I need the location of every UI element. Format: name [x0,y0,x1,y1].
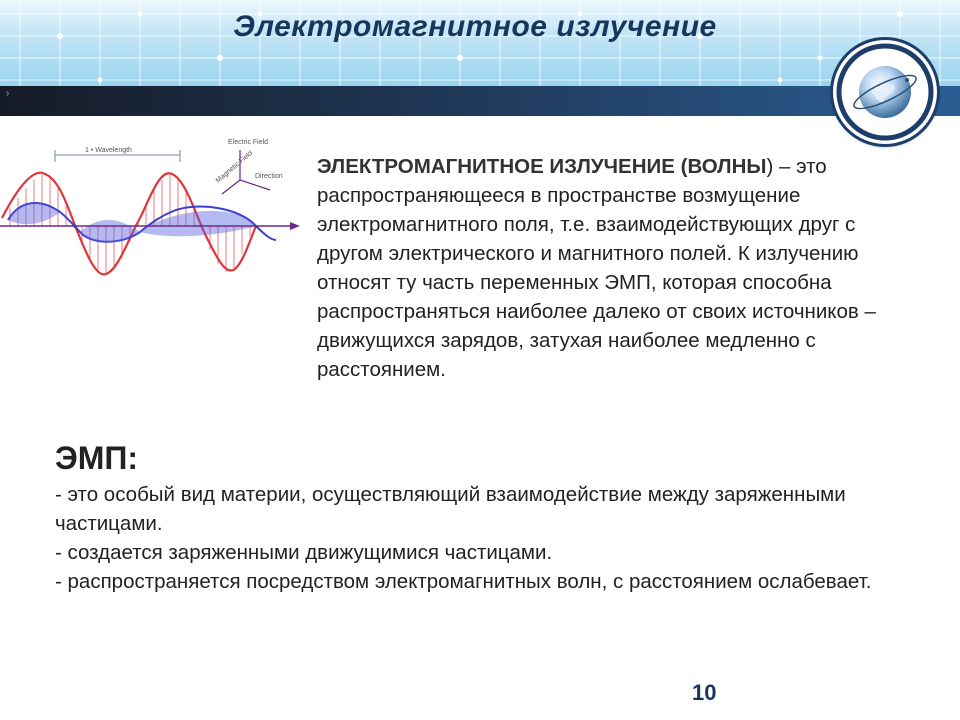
slide-header [0,0,960,86]
globe-icon [833,40,937,144]
emp-point: - создается заряженными движущимися частицами. [55,541,553,564]
emp-point: - распространяется посредством электромагнитных волн, с расстоянием ослабевает. [55,570,872,593]
direction-label: Direction [255,173,283,180]
definition-term: ЭЛЕКТРОМАГНИТНОЕ ИЗЛУЧЕНИЕ (ВОЛНЫ [317,155,767,178]
emp-heading: ЭМП: [55,440,139,476]
electric-field-label: Electric Field [228,139,269,146]
header-dark-band [0,86,960,116]
definition-body: ) – это распространяющееся в пространстве возмущение электромагнитного поля, т.е. взаимодействующих друг с другом электрического и магнитного полей. К излучению относят ту часть переменных ЭМП, которая способна распространяться наиболее далеко от своих источников – движущихся зарядов, затухая наиболее медленно с расстоянием. [317,155,876,381]
emp-point: - это особый вид материи, осуществляющий взаимодействие между заряженными частицами. [55,483,846,535]
definition-paragraph [317,152,917,384]
page-number: 10 [692,680,717,705]
wavelength-label: 1 • Wavelength [85,147,132,154]
magnetic-field-label: Magnetic Field [214,149,255,185]
slide-title: Электромагнитное излучение [233,10,717,43]
band-mark: › [6,88,10,99]
em-wave-figure [0,128,310,298]
magnetic-wave [8,203,276,243]
globe-badge [833,40,937,144]
emp-points [55,480,935,596]
